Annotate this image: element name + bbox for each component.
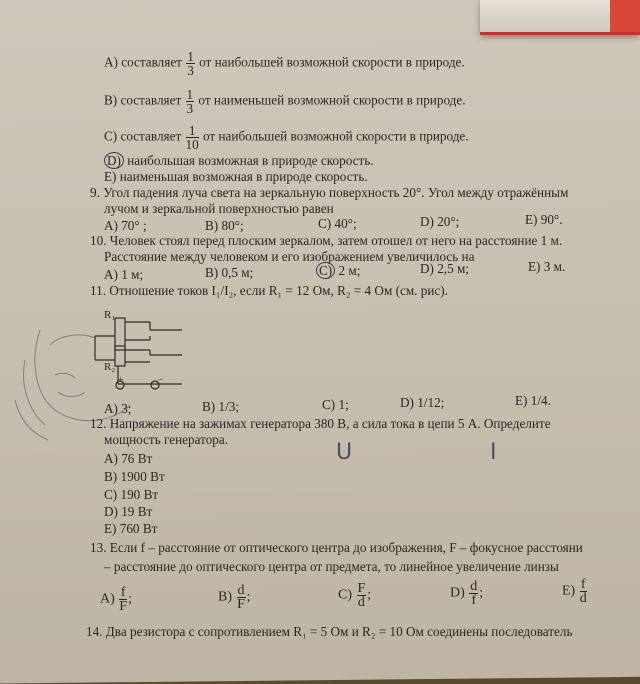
fraction: $\frac{d}{F}$ — [237, 583, 245, 612]
q10-option-b: В) 0,5 м; — [205, 265, 254, 280]
q8-option-e: Е) наименьшая возможная в природе скорость. — [104, 169, 368, 184]
q9-option-b: В) 80°; — [205, 218, 244, 233]
fraction: $\frac{f}{d}$ — [579, 577, 587, 606]
option-label: А) составляет — [104, 54, 182, 70]
q11-line1: 11. Отношение токов I₁/I₂, если R₁ = 12 Ом, R₂ = 4 Ом (см. рис). — [90, 283, 448, 298]
q8-option-c: С) составляет $\frac{1}{10}$ от наибольшей возможной скорости в природе. — [104, 123, 469, 152]
q9-option-d: D) 20°; — [420, 214, 460, 229]
q13-line1: 13. Если f – расстояние от оптического центра до изображения, F – фокусное расстояни — [90, 540, 583, 555]
q14-line1: 14. Два резистора с сопротивлением R₁ = 5 Ом и R₂ = 10 Ом соединены последователь — [86, 624, 573, 639]
q13-option-a: А) $\frac{f}{F}$ ; — [100, 585, 132, 614]
handwritten-u: U — [336, 440, 353, 465]
fraction: $\frac{f}{F}$ — [119, 585, 128, 614]
q12-option-c: С) 190 Вт — [104, 487, 159, 502]
q11-option-a: А) 3; — [104, 401, 132, 416]
r2-label: R₂ — [104, 361, 116, 373]
q9-option-a: А) 70° ; — [104, 218, 147, 233]
q9-option-c: С) 40°; — [318, 216, 357, 231]
q8-option-a: А) составляет $\frac{1}{3}$ от наибольшей возможной скорости в природе. — [104, 49, 465, 78]
q9-option-e: Е) 90°. — [525, 212, 563, 227]
fraction: $\frac{1}{10}$ — [185, 123, 199, 152]
q13-option-c: С) $\frac{F}{d}$ ; — [338, 581, 372, 610]
q9-line2: лучом и зеркальной поверхностью равен — [104, 201, 334, 216]
q13-option-e: Е) $\frac{f}{d}$ — [562, 577, 587, 606]
fraction: $\frac{d}{f}$ — [470, 579, 478, 608]
minus-label: − — [158, 375, 164, 386]
fraction: $\frac{F}{d}$ — [357, 581, 366, 610]
q10-line2: Расстояние между человеком и его изображением увеличилось на — [104, 249, 475, 264]
q10-option-c: С) 2 м; — [316, 264, 360, 278]
q10-option-d: D) 2,5 м; — [420, 261, 470, 276]
q10-line1: 10. Человек стоял перед плоским зеркалом, затем отошел от него на расстояние 1 м. — [90, 233, 563, 248]
q8-option-d: D) наибольшая возможная в природе скорость. — [104, 154, 374, 168]
plus-label: + — [118, 375, 124, 386]
fraction: $\frac{1}{3}$ — [186, 87, 194, 116]
q13-option-b: В) $\frac{d}{F}$ ; — [218, 583, 251, 612]
q10-option-a: А) 1 м; — [104, 267, 144, 282]
q11-option-b: В) 1/3; — [202, 399, 239, 414]
resistor-r1 — [115, 318, 125, 350]
r1-label: R₁ — [104, 309, 116, 321]
q8-option-b: В) составляет $\frac{1}{3}$ от наименьшей возможной скорости в природе. — [104, 87, 466, 116]
q12-option-d: D) 19 Вт — [104, 504, 153, 519]
q12-line2: мощность генератора. — [104, 432, 229, 447]
resistor-r2 — [115, 346, 125, 366]
handwritten-i: I — [490, 440, 497, 465]
q12-line1: 12. Напряжение на зажимах генератора 380 В, а сила тока в цепи 5 А. Определите — [90, 416, 551, 431]
circled-answer: D) — [104, 152, 124, 169]
q12-option-b: В) 1900 Вт — [104, 469, 165, 484]
q11-option-d: D) 1/12; — [400, 395, 445, 410]
q11-option-c: С) 1; — [322, 397, 349, 412]
q11-option-e: Е) 1/4. — [515, 393, 551, 408]
circled-answer: С) — [316, 262, 335, 279]
q9-line1: 9. Угол падения луча света на зеркальную поверхность 20°. Угол между отражённым — [90, 185, 569, 200]
fraction: $\frac{1}{3}$ — [187, 49, 194, 78]
q12-option-a: А) 76 Вт — [104, 451, 153, 466]
q13-line2: – расстояние до оптического центра от предмета, то линейное увеличение линзы — [104, 559, 559, 574]
q10-option-e: Е) 3 м. — [528, 259, 566, 274]
q12-option-e: Е) 760 Вт — [104, 521, 158, 536]
q13-option-d: D) $\frac{d}{f}$ ; — [450, 579, 484, 608]
